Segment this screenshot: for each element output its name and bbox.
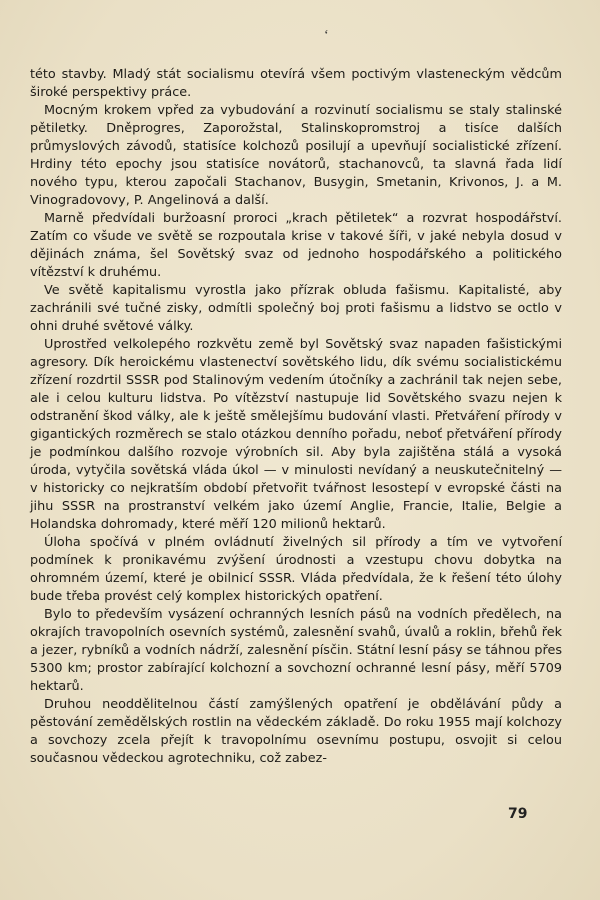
paragraph-4: Ve světě kapitalismu vyrostla jako přízrak obluda fašismu. Kapitalisté, aby zachránili své tučné zisky, odmítli společný boj proti fašismu a lidstvo se octlo v ohni druhé světové války. bbox=[30, 283, 562, 334]
paragraph-8: Druhou neoddělitelnou částí zamýšlených opatření je obdělávání půdy a pěstování zemědělských rostlin na vědeckém základě. Do roku 1955 mají kolchozy a sovchozy zcela přejít k travopolnímu osevnímu postupu, osvojit si celou současnou vědeckou agrotechniku, což zabez- bbox=[30, 697, 562, 766]
paragraph-7: Bylo to především vysázení ochranných lesních pásů na vodních předělech, na okrajích travopolních osevních systémů, zalesnění svahů, úvalů a roklin, břehů řek a jezer, rybníků a vodních nádrží, zalesnění písčin. Státní lesní pásy se táhnou přes 5300 km; prostor zabírající kolchozní a sovchozní ochranné lesní pásy, měří 5709 hektarů. bbox=[30, 607, 562, 694]
paragraph-3: Marně předvídali buržoasní proroci „krach pětiletek“ a rozvrat hospodářství. Zatím co všude ve světě se rozpoutala krise v takové šíři, v jaké nebyla dosud v dějinách známa, šel Sovětský svaz od jednoho hospodářského a politického vítězství k druhému. bbox=[30, 211, 562, 280]
paragraph-2: Mocným krokem vpřed za vybudování a rozvinutí socialismu se staly stalinské pětiletky. Dněprogres, Zaporožstal, Stalinskopromstroj a tisíce dalších průmyslových závodů, statisíce kolchozů posilují a upevňují socialistické zřízení. Hrdiny této epochy jsou statisíce novátorů, stachanovců, ta slavná řada lidí nového typu, kterou započali Stachanov, Busygin, Smetanin, Krivonos, J. a M. Vinogradovovy, P. Angelinová a další. bbox=[30, 103, 562, 208]
body-text bbox=[30, 66, 562, 768]
top-ink-mark: ʻ bbox=[324, 28, 329, 43]
page-number: 79 bbox=[508, 806, 528, 822]
paragraph-5: Uprostřed velkolepého rozkvětu země byl Sovětský svaz napaden fašistickými agresory. Dík heroickému vlastenectví sovětského lidu, dík svému socialistickému zřízení rozdrtil SSSR pod Stalinovým vedením útočníky a zachránil tak nejen sebe, ale i celou kulturu lidstva. Po vítězství nastupuje lid Sovětského svazu nejen k odstranění škod války, ale k ještě smělejšímu budování vlasti. Přetváření přírody v gigantických rozměrech se stalo otázkou denního pořadu, neboť přetváření přírody je podmínkou dalšího rozvoje výrobních sil. Aby byla zajištěna stálá a vysoká úroda, vytyčila sovětská vláda úkol — v minulosti nevídaný a neuskutečnitelný — v historicky co nejkratším období přetvořit tvářnost lesostepí v evropské části na jihu SSSR na prostranství velkém jako území Anglie, Francie, Italie, Belgie a Holandska dohromady, které měří 120 milionů hektarů. bbox=[30, 337, 562, 532]
paragraph-1: této stavby. Mladý stát socialismu otevírá všem poctivým vlasteneckým vědcům široké perspektivy práce. bbox=[30, 67, 562, 100]
paragraph-6: Úloha spočívá v plném ovládnutí živelných sil přírody a tím ve vytvoření podmínek k pronikavému zvýšení úrodnosti a vzestupu chovu dobytka na ohromném území, které je obilnicí SSSR. Vláda předvídala, že k řešení této úlohy bude třeba provést celý komplex historických opatření. bbox=[30, 535, 562, 604]
